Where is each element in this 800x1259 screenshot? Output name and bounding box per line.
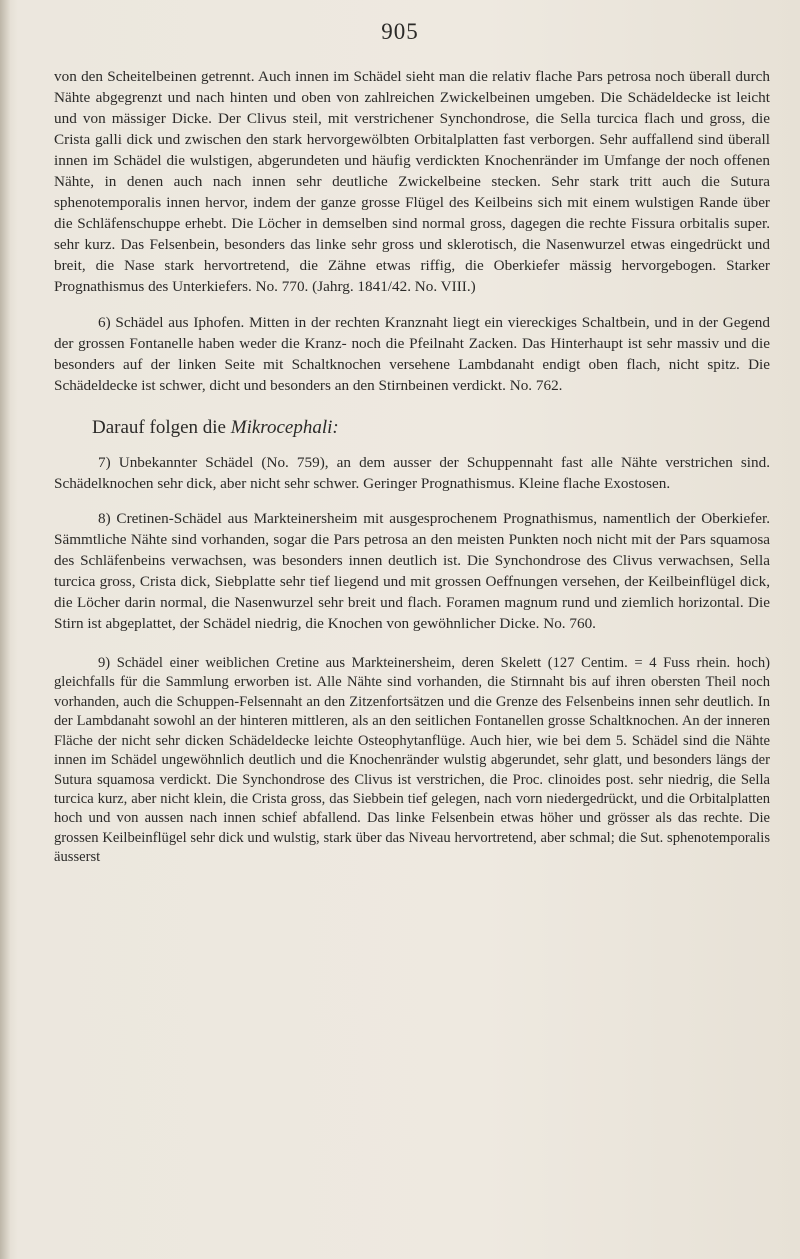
paragraph-continuation: von den Scheitelbeinen getrennt. Auch innen im Schädel sieht man die relativ flache Pars petrosa noch überall durch Nähte abgegrenzt und nach hinten und oben von zahlreichen Zwickelbeinen umgeben. Die Schädeldecke ist leicht und von mässiger Dicke. Der Clivus steil, mit verstrichener Synchondrose, die Sella turcica flach und gross, die Crista galli dick und zwischen den stark hervorgewölbten Orbitalplatten fast verborgen. Sehr auffallend sind überall innen im Schädel die wulstigen, abgerundeten und häufig verdickten Knochenränder im Umfange der noch offenen Nähte, in denen auch nach innen sehr deutliche Zwickelbeine stecken. Sehr stark tritt auch die Sutura sphenotemporalis innen hervor, indem der ganze grosse Flügel des Keilbeins sich mit einem wulstigen Rande über die Schläfenschuppe erhebt. Die Löcher in demselben sind normal gross, dagegen die rechte Fissura orbitalis super. sehr kurz. Das Felsenbein, besonders das linke sehr gross und sklerotisch, die Nasenwurzel etwas eingedrückt und breit, die Nase stark hervortretend, die Zähne etwas riffig, die Oberkiefer mässig hervorgebogen. Starker Prognathismus des Unterkiefers. No. 770. (Jahrg. 1841/42. No. VIII.) — [54, 68, 770, 296]
heading-italic: Mikrocephali: — [230, 416, 339, 438]
section-heading — [92, 416, 770, 440]
heading-prefix: Darauf folgen die — [92, 416, 226, 438]
page-number: 905 — [381, 19, 419, 44]
paragraph-9: 9) Schädel einer weiblichen Cretine aus Markteinersheim, deren Skelett (127 Centim. = 4 Fuss rhein. hoch) gleichfalls für die Sammlung erworben ist. Alle Nähte sind vorhanden, die Stirnnaht bis auf ihren obersten Theil noch vorhanden, auch die Schuppen-Felsennaht an den Zitzenfortsätzen und die Grenze des Felsenbeins innen sehr deutlich. In der Lambdanaht sowohl an der hinteren mittleren, als an den seitlichen Fontanellen grosse Schaltknochen. An der inneren Fläche der nicht sehr dicken Schädeldecke leichte Osteophytanflüge. Auch hier, wie bei dem 5. Schädel sind die Nähte innen im Schädel ungewöhnlich deutlich und die Knochenränder wulstig abgerundet, sehr glatt, und besonders längs der Sutura squamosa verdickt. Die Synchondrose des Clivus ist verstrichen, die Proc. clinoides post. sehr niedrig, die Sella turcica kurz, aber nicht klein, die Crista gross, das Siebbein tief gelegen, nach vorn niedergedrückt, und die Orbitalplatten hoch und von aussen nach innen schief abfallend. Das linke Felsenbein etwas höher und grösser als das rechte. Die grossen Keilbeinflügel sehr dick und wulstig, stark über das Niveau hervortretend, aber schmal; die Sut. sphenotemporalis äusserst — [54, 655, 770, 866]
paragraph-7: 7) Unbekannter Schädel (No. 759), an dem ausser der Schuppennaht fast alle Nähte verstrichen sind. Schädelknochen sehr dick, aber nicht sehr schwer. Geringer Prognathismus. Kleine flache Exostosen. — [54, 453, 770, 492]
body-text — [54, 66, 770, 868]
page-gutter-shadow — [0, 0, 10, 1259]
paragraph-8: 8) Cretinen-Schädel aus Markteinersheim mit ausgesprochenem Prognathismus, namentlich der Oberkiefer. Sämmtliche Nähte sind vorhanden, sogar die Pars petrosa an den meisten Punkten noch nicht mit der Pars squamosa des Schläfenbeins verwachsen, was besonders innen deutlich ist. Die Synchondrose des Clivus verwachsen, Sella turcica gross, Crista dick, Siebplatte sehr tief liegend und mit grossen Oeffnungen versehen, der Keilbeinflügel dick, die Löcher darin normal, die Nasenwurzel sehr breit und flach. Foramen magnum rund und ziemlich horizontal. Die Stirn ist abgeplattet, der Schädel niedrig, die Knochen von gewöhnlicher Dicke. No. 760. — [54, 509, 770, 633]
paragraph-6: 6) Schädel aus Iphofen. Mitten in der rechten Kranznaht liegt ein viereckiges Schaltbein, und in der Gegend der grossen Fontanelle haben weder die Kranz- noch die Pfeilnaht Zacken. Das Hinterhaupt ist sehr massiv und die besonders auf der linken Seite mit Schaltknochen versehene Lambdanaht endigt oben flach, nicht spitz. Die Schädeldecke ist schwer, dicht und besonders an den Stirnbeinen verdickt. No. 762. — [54, 313, 770, 394]
